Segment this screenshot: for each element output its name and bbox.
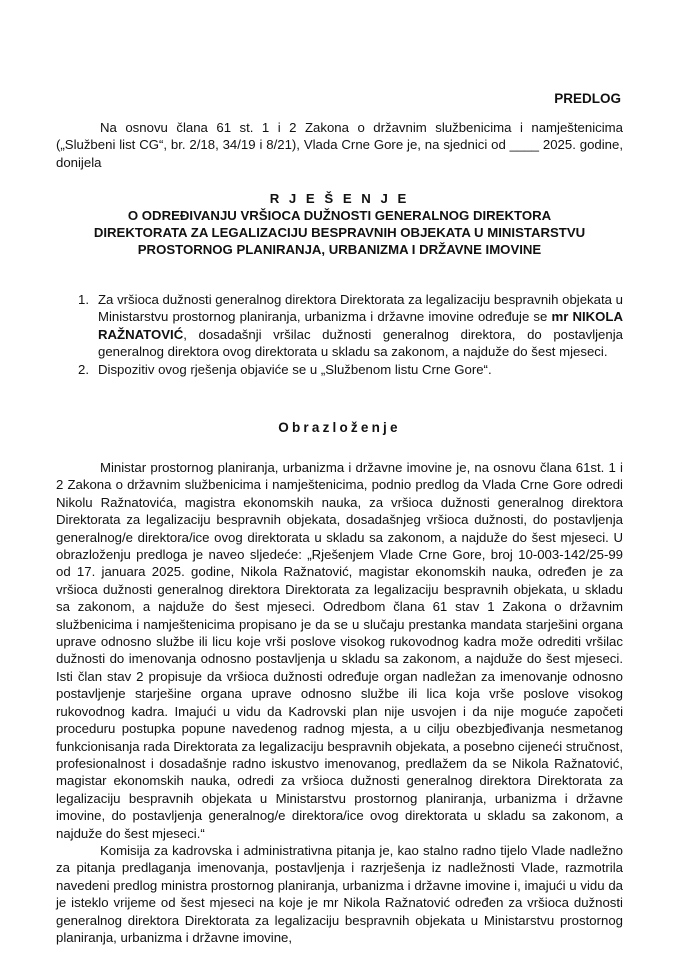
- decision-title: [0, 190, 679, 258]
- item-text-before: Za vršioca dužnosti generalnog direktora Direktorata za legalizaciju bespravnih objekata u Ministarstvu prostornog planiranja, urbanizma i državne imovine određuje se: [98, 292, 623, 325]
- obrazlozenje-heading: Obrazloženje: [278, 420, 401, 435]
- paragraph-text: Komisija za kadrovska i administrativna pitanja je, kao stalno radno tijelo Vlade nadležno za pitanja predlaganja imenovanja, postavljenja i razrješenja iz nadležnosti Vlade, razmotrila navedeni predlog ministra prostornog planiranja, urbanizma i državne imovine i, imajući u vidu da je isteklo vrijeme od šest mjeseci na koje je mr Nikola Ražnatović određen za vršioca dužnosti generalnog direktora Direktorata za legalizaciju bespravnih objekata u Ministarstvu prostornog planiranja, urbanizma i državne imovine,: [56, 842, 623, 945]
- item-number: 2.: [78, 361, 89, 377]
- item-text-after: , dosadašnji vršilac dužnosti generalnog direktora, do postavljenja generalnog direktora ovog direktorata u skladu sa zakonom, a najduže do šest mjeseci.: [98, 326, 623, 360]
- decision-subtitle-line-2: DIREKTORATA ZA LEGALIZACIJU BESPRAVNIH OBJEKATA U MINISTARSTVU: [93, 225, 586, 240]
- obrazlozenje-body: [56, 459, 623, 946]
- list-item: [70, 361, 623, 378]
- appointee-name: mr NIKOLA RAŽNATOVIĆ: [98, 309, 623, 342]
- intro-text: Na osnovu člana 61 st. 1 i 2 Zakona o državnim službenicima i namještenicima („Službeni list CG“, br. 2/18, 34/19 i 8/21), Vlada Crne Gore je, na sjednici od ____ 2025. godine, donijela: [56, 120, 623, 170]
- item-number: 1.: [78, 292, 89, 307]
- decision-subtitle-line-3: PROSTORNOG PLANIRANJA, URBANIZMA I DRŽAVNE IMOVINE: [137, 242, 542, 257]
- list-item: [70, 291, 623, 361]
- decision-heading: R J E Š E N J E: [269, 191, 410, 206]
- intro-paragraph: [56, 119, 623, 171]
- decision-items: [70, 291, 623, 378]
- item-text: Dispozitiv ovog rješenja objaviće se u „Službenom listu Crne Gore“.: [98, 361, 492, 377]
- decision-subtitle-line-1: O ODREĐIVANJU VRŠIOCA DUŽNOSTI GENERALNOG DIREKTORA: [127, 208, 552, 223]
- obrazlozenje-paragraph-1: [56, 459, 623, 842]
- predlog-label: PREDLOG: [554, 91, 621, 106]
- obrazlozenje-paragraph-2: [56, 842, 623, 946]
- paragraph-text: Ministar prostornog planiranja, urbanizma i državne imovine je, na osnovu člana 61st. 1 i 2 Zakona o državnim službenicima i namještenicima, podnio predlog da Vlada Crne Gore odredi Nikolu Ražnatovića, magistra ekonomskih nauka, za vršioca dužnosti generalnog direktora Direktorata za legalizaciju bespravnih objekata, dosadašnjeg vršioca dužnosti, do postavljenja generalnog/e direktora/ice ovog direktorata u skladu sa zakonom, a najduže do šest mjeseci. U obrazloženju predloga je naveo sljedeće: „Rješenjem Vlade Crne Gore, broj 10-003-142/25-99 od 17. januara 2025. godine, Nikola Ražnatović, magistar ekonomskih nauka, određen je za vršioca dužnosti generalnog direktora Direktorata za legalizaciju bespravnih objekata, u skladu sa zakonom, a najduže do šest mjeseci. Odredbom člana 61 stav 1 Zakona o državnim službenicima i namještenicima propisano je da se u slučaju prestanka mandata starješini organa uprave odnosno službe ili licu koje vrši poslove visokog rukovodnog kadra može odrediti vršilac dužnosti do imenovanja odnosno postavljenja u skladu sa zakonom, a najduže do šest mjeseci. Isti član stav 2 propisuje da vršioca dužnosti određuje organ nadležan za imenovanje odnosno postavljenje starješine organa uprave odnosno službe ili lica koja vrše poslove visokog rukovodnog kadra. Imajući u vidu da Kadrovski plan nije usvojen i da nije moguće započeti proceduru postupka popune navedenog radnog mjesta, a u cilju obezbjeđivanja nesmetanog funkcionisanja rada Direktorata za legalizaciju bespravnih objekata, a posebno cijeneći stručnost, profesionalnost i dosadašnje radno iskustvo imenovanog, predlažem da se Nikola Ražnatović, magistar ekonomskih nauka, odredi za vršioca dužnosti generalnog direktora Direktorata za legalizaciju bespravnih objekata u Ministarstvu prostornog planiranja, urbanizma i državne imovine, do postavljenja generalnog/e direktora/ice ovog direktorata u skladu sa zakonom, a najduže do šest mjeseci.“: [56, 460, 623, 841]
